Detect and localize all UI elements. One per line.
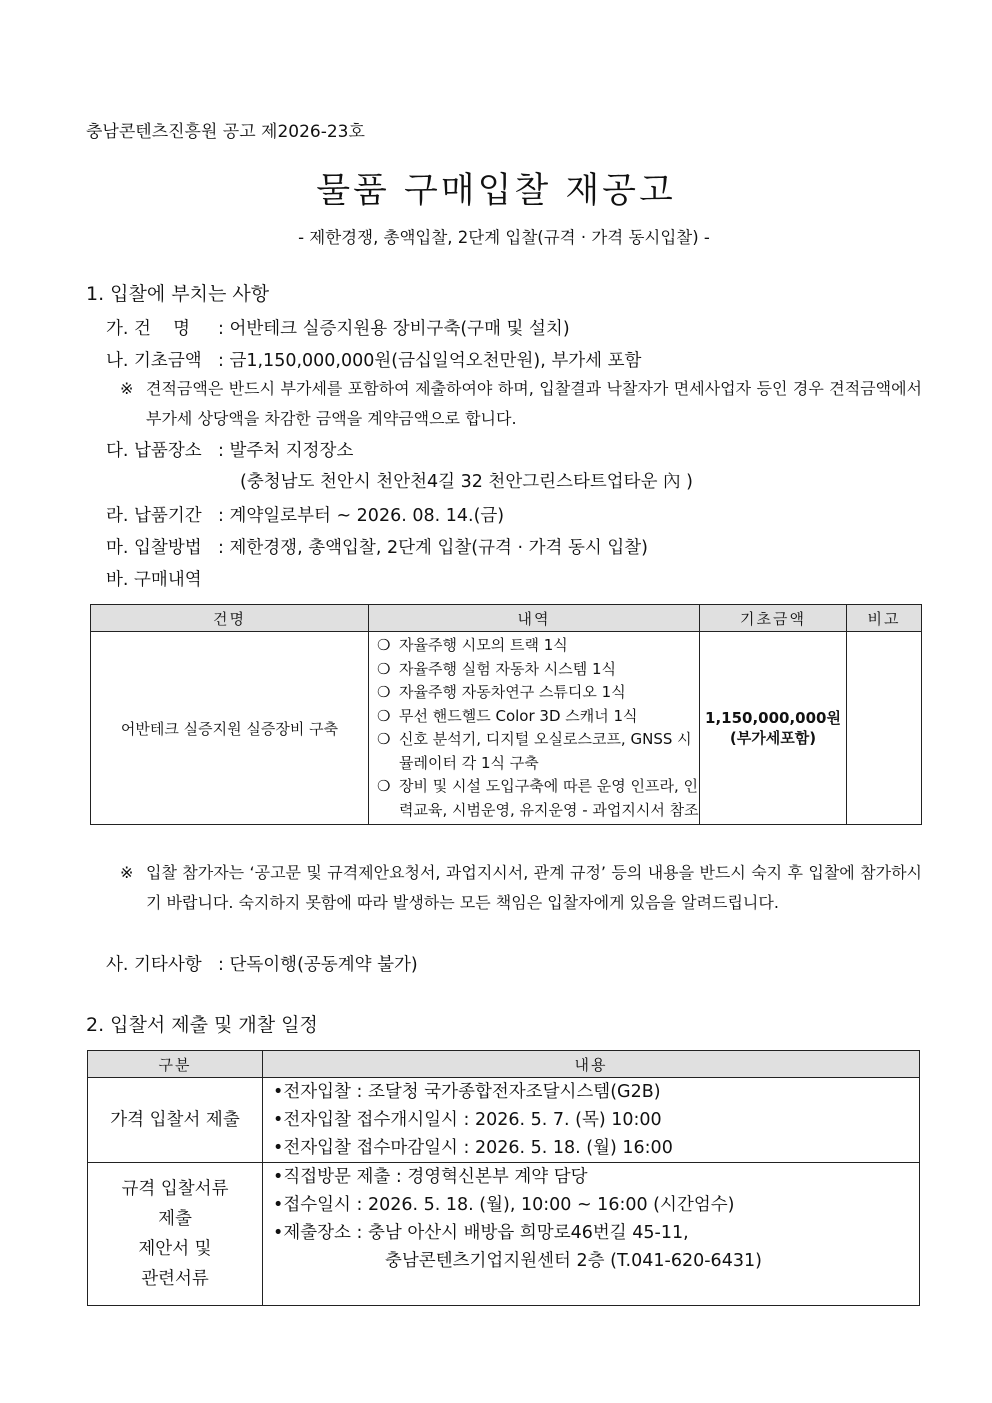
col-header-details: 내역 (369, 605, 700, 632)
notice-number: 충남콘텐츠진흥원 공고 제2026-23호 (86, 122, 365, 142)
amount-value: 1,150,000,000원 (705, 709, 841, 727)
delivery-place-label: 다. 납품장소 (106, 441, 202, 461)
spec-bid-content (263, 1163, 920, 1306)
purchase-details-row (106, 566, 202, 591)
list-item: ❍ 자율주행 실험 자동차 시스템 1식 (377, 658, 699, 682)
list-item: ❍ 무선 핸드헬드 Color 3D 스캐너 1식 (377, 705, 699, 729)
delivery-period-label: 라. 납품기간 (106, 506, 202, 526)
circle-bullet-icon: ❍ (377, 706, 391, 725)
price-line: •전자입찰 : 조달청 국가종합전자조달시스템(G2B) (273, 1082, 661, 1102)
item-name-cell: 어반테크 실증지원 실증장비 구축 (91, 632, 369, 825)
delivery-address: (충청남도 천안시 천안천4길 32 천안그린스타트업타운 內 ) (240, 472, 693, 492)
purchase-details-label: 바. 구매내역 (106, 570, 202, 590)
col-header-amount: 기초금액 (700, 605, 847, 632)
spec-line: •접수일시 : 2026. 5. 18. (월), 10:00 ~ 16:00 (시간엄수) (273, 1195, 735, 1215)
spec-address-continued: 충남콘텐츠기업지원센터 2층 (T.041-620-6431) (385, 1251, 762, 1271)
base-amount-cell (700, 632, 847, 825)
remark-cell (847, 632, 922, 825)
delivery-place-value: : 발주처 지정장소 (218, 441, 354, 461)
schedule-table-header (88, 1051, 920, 1078)
note-mark: ※ (120, 863, 134, 882)
item-details-cell (369, 632, 700, 825)
page-title: 물품 구매입찰 재공고 (316, 171, 676, 211)
price-line: •전자입찰 접수개시일시 : 2026. 5. 7. (목) 10:00 (273, 1110, 662, 1130)
price-bid-category: 가격 입찰서 제출 (88, 1078, 263, 1163)
other-matters-value: : 단독이행(공동계약 불가) (218, 955, 418, 975)
other-matters-row (106, 951, 418, 976)
note-mark: ※ (120, 379, 134, 398)
base-amount-row (106, 347, 641, 372)
bid-method-row (106, 534, 648, 559)
page-subtitle: - 제한경쟁, 총액입찰, 2단계 입찰(규격 · 가격 동시입찰) - (298, 228, 710, 247)
base-amount-label: 나. 기초금액 (106, 351, 202, 371)
price-line: •전자입찰 접수마감일시 : 2026. 5. 18. (월) 16:00 (273, 1138, 673, 1158)
bid-method-value: : 제한경쟁, 총액입찰, 2단계 입찰(규격 · 가격 동시 입찰) (218, 538, 648, 558)
delivery-period-row (106, 502, 504, 527)
circle-bullet-icon: ❍ (377, 730, 391, 748)
estimate-note (120, 374, 922, 434)
other-matters-label: 사. 기타사항 (106, 955, 202, 975)
participant-note (120, 858, 922, 918)
list-item: ❍ 장비 및 시설 도입구축에 따른 운영 인프라, 인력교육, 시범운영, 유지운영 - 과업지시서 참조 (377, 777, 699, 819)
details-list (369, 632, 699, 824)
table-row (88, 1078, 920, 1163)
col-header-category: 구분 (88, 1051, 263, 1078)
item-name-row (106, 315, 570, 340)
purchase-table-header (91, 605, 922, 632)
spec-line: •제출장소 : 충남 아산시 배방읍 희망로46번길 45-11, (273, 1223, 689, 1243)
col-header-name: 건명 (91, 605, 369, 632)
participant-note-text: 입찰 참가자는 ‘공고문 및 규격제안요청서, 과업지시서, 관계 규정’ 등의 내용을 반드시 숙지 후 입찰에 참가하시기 바랍니다. 숙지하지 못함에 따라 발생하는 모든 책임은 입찰자에게 있음을 알려드립니다. (146, 863, 922, 912)
table-row (91, 632, 922, 825)
list-item: ❍ 자율주행 시모의 트랙 1식 (377, 634, 699, 658)
list-item: ❍ 자율주행 자동차연구 스튜디오 1식 (377, 681, 699, 705)
item-name-value: : 어반테크 실증지원용 장비구축(구매 및 설치) (218, 319, 570, 339)
price-bid-content (263, 1078, 920, 1163)
estimate-note-text: 견적금액은 반드시 부가세를 포함하여 제출하여야 하며, 입찰결과 낙찰자가 면세사업자 등인 경우 견적금액에서 부가세 상당액을 차감한 금액을 계약금액으로 합니다. (146, 379, 922, 428)
spec-bid-category: 규격 입찰서류 제출 제안서 및 관련서류 (88, 1163, 263, 1306)
section2-heading: 2. 입찰서 제출 및 개찰 일정 (86, 1014, 318, 1036)
circle-bullet-icon: ❍ (377, 683, 391, 701)
circle-bullet-icon: ❍ (377, 659, 391, 678)
circle-bullet-icon: ❍ (377, 777, 391, 795)
circle-bullet-icon: ❍ (377, 636, 391, 654)
base-amount-value: : 금1,150,000,000원(금십일억오천만원), 부가세 포함 (218, 351, 642, 371)
table-row (88, 1163, 920, 1306)
purchase-table (90, 604, 922, 825)
bid-method-label: 마. 입찰방법 (106, 538, 202, 558)
delivery-period-value: : 계약일로부터 ~ 2026. 08. 14.(금) (218, 506, 505, 526)
delivery-place-row (106, 437, 353, 462)
section1-heading: 1. 입찰에 부치는 사항 (86, 283, 270, 305)
schedule-table (87, 1050, 920, 1306)
col-header-remark: 비고 (847, 605, 922, 632)
item-name-label: 가. 건 명 (106, 319, 191, 339)
spec-line: •직접방문 제출 : 경영혁신본부 계약 담당 (273, 1167, 588, 1187)
amount-vat-note: (부가세포함) (729, 729, 817, 747)
list-item: ❍ 신호 분석기, 디지털 오실로스코프, GNSS 시뮬레이터 각 1식 구축 (377, 730, 692, 772)
col-header-content: 내용 (263, 1051, 920, 1078)
